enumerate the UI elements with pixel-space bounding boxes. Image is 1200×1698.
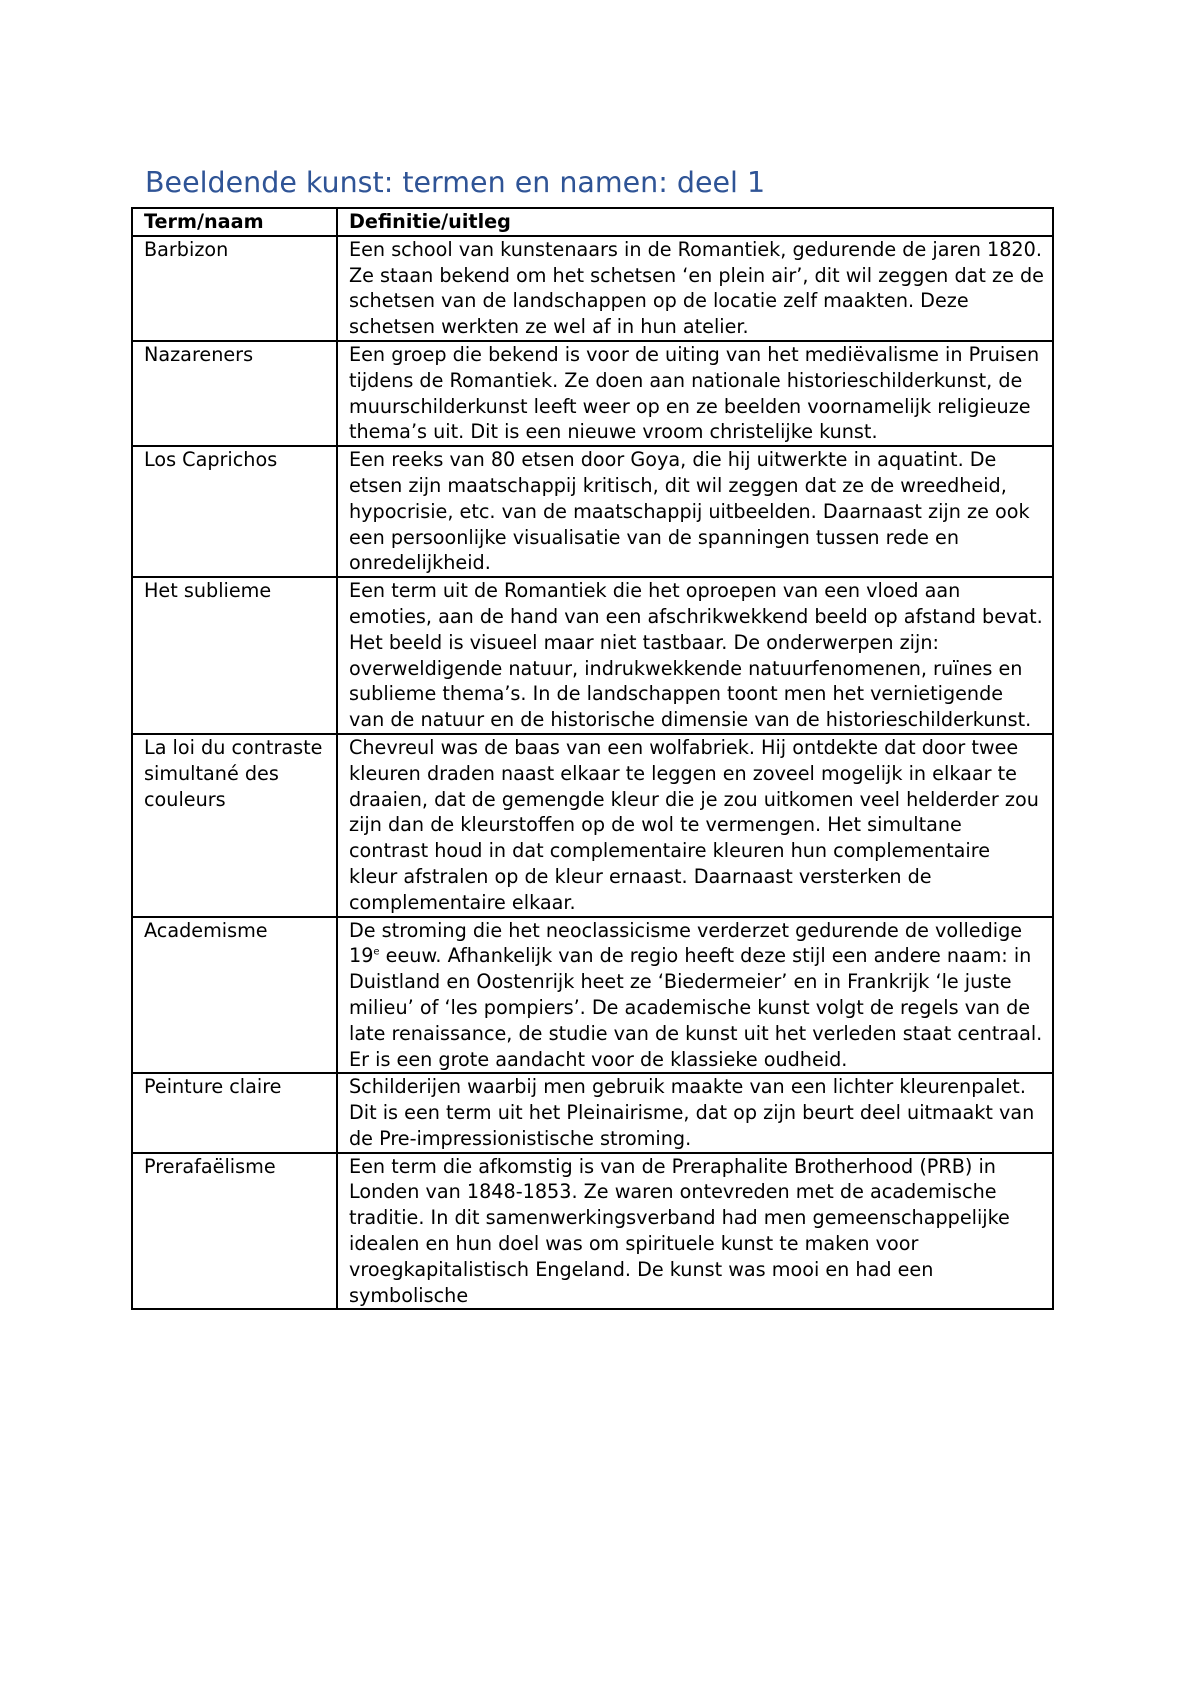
- term-cell: Barbizon: [132, 236, 337, 341]
- definition-cell: Chevreul was de baas van een wolfabriek. Hij ontdekte dat door twee kleuren draden naast elkaar te leggen en zoveel mogelijk in elkaar te draaien, dat de gemengde kleur die je zou uitkomen veel helderder zou zijn dan de kleurstoffen op de wol te vermengen. Het simultane contrast houd in dat complementaire kleuren hun complementaire kleur afstralen op de kleur ernaast. Daarnaast versterken de complementaire elkaar.: [337, 734, 1053, 917]
- table-row: [132, 341, 1053, 446]
- table-row: [132, 236, 1053, 341]
- table-row: [132, 446, 1053, 577]
- definition-cell: Een term uit de Romantiek die het oproepen van een vloed aan emoties, aan de hand van een afschrikwekkend beeld op afstand bevat. Het beeld is visueel maar niet tastbaar. De onderwerpen zijn: overweldigende natuur, indrukwekkende natuurfenomenen, ruïnes en sublieme thema’s. In de landschappen toont men het vernietigende van de natuur en de historische dimensie van de historieschilderkunst.: [337, 577, 1053, 734]
- definition-cell: Een groep die bekend is voor de uiting van het mediëvalisme in Pruisen tijdens de Romantiek. Ze doen aan nationale historieschilderkunst, de muurschilderkunst leeft weer op en ze beelden voornamelijk religieuze thema’s uit. Dit is een nieuwe vroom christelijke kunst.: [337, 341, 1053, 446]
- definition-cell: [337, 917, 1053, 1074]
- page-title: Beeldende kunst: termen en namen: deel 1: [145, 166, 766, 199]
- term-cell: Academisme: [132, 917, 337, 1074]
- terms-table: [131, 207, 1054, 1310]
- definition-text: De stroming die het neoclassicisme verderzet gedurende de volledige 19: [349, 918, 1023, 968]
- term-cell: Het sublieme: [132, 577, 337, 734]
- definition-cell: Een school van kunstenaars in de Romantiek, gedurende de jaren 1820. Ze staan bekend om het schetsen ‘en plein air’, dit wil zeggen dat ze de schetsen van de landschappen op de locatie zelf maakten. Deze schetsen werkten ze wel af in hun atelier.: [337, 236, 1053, 341]
- term-cell: Nazareners: [132, 341, 337, 446]
- term-cell: Peinture claire: [132, 1073, 337, 1152]
- term-cell: Prerafaëlisme: [132, 1153, 337, 1310]
- table-row: [132, 917, 1053, 1074]
- definition-cell: Een term die afkomstig is van de Preraphalite Brotherhood (PRB) in Londen van 1848-1853. Ze waren ontevreden met de academische traditie. In dit samenwerkingsverband had men gemeenschappelijke idealen en hun doel was om spirituele kunst te maken voor vroegkapitalistisch Engeland. De kunst was mooi en had een symbolische: [337, 1153, 1053, 1310]
- column-header-definition: Definitie/uitleg: [337, 208, 1053, 236]
- term-cell: Los Caprichos: [132, 446, 337, 577]
- column-header-term: Term/naam: [132, 208, 337, 236]
- table-row: [132, 577, 1053, 734]
- table-header-row: [132, 208, 1053, 236]
- table-row: [132, 734, 1053, 917]
- term-cell: La loi du contraste simultané des couleurs: [132, 734, 337, 917]
- table-row: [132, 1153, 1053, 1310]
- ordinal-superscript: e: [373, 946, 380, 958]
- definition-cell: Een reeks van 80 etsen door Goya, die hij uitwerkte in aquatint. De etsen zijn maatschappij kritisch, dit wil zeggen dat ze de wreedheid, hypocrisie, etc. van de maatschappij uitbeelden. Daarnaast zijn ze ook een persoonlijke visualisatie van de spanningen tussen rede en onredelijkheid.: [337, 446, 1053, 577]
- table-row: [132, 1073, 1053, 1152]
- definition-text: eeuw. Afhankelijk van de regio heeft deze stijl een andere naam: in Duistland en Oostenrijk heet ze ‘Biedermeier’ en in Frankrijk ‘le juste milieu’ of ‘les pompiers’. De academische kunst volgt de regels van de late renaissance, de studie van de kunst uit het verleden staat centraal. Er is een grote aandacht voor de klassieke oudheid.: [349, 944, 1043, 1071]
- definition-cell: Schilderijen waarbij men gebruik maakte van een lichter kleurenpalet. Dit is een term uit het Pleinairisme, dat op zijn beurt deel uitmaakt van de Pre-impressionistische stroming.: [337, 1073, 1053, 1152]
